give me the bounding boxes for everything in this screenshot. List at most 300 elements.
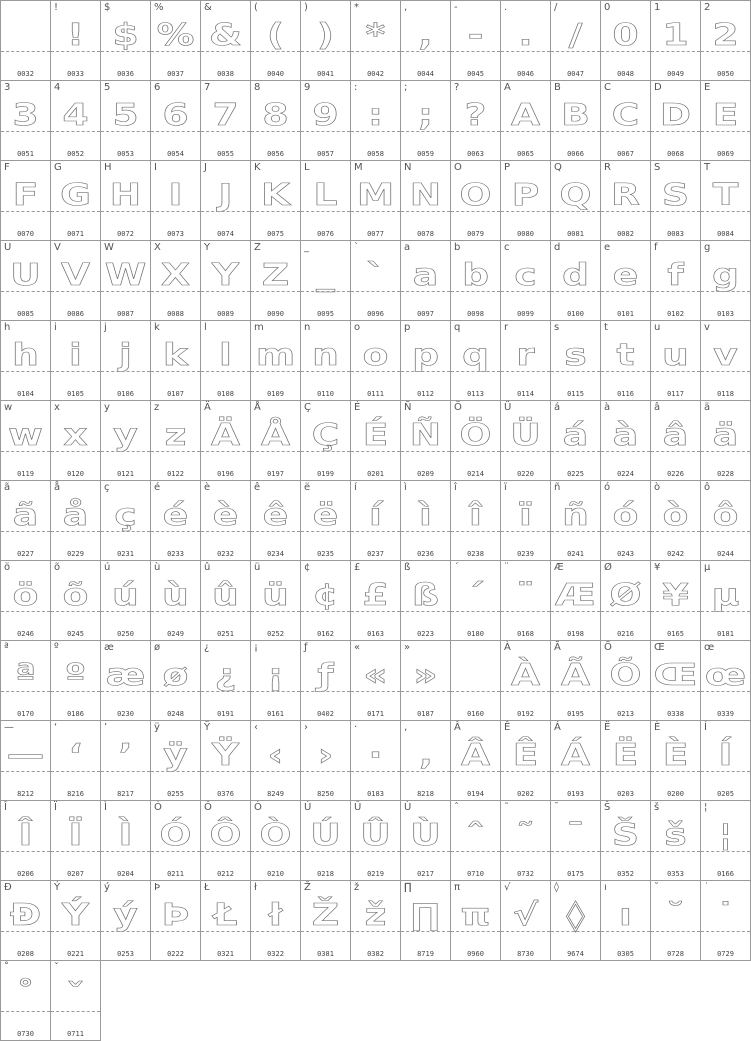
glyph-sample: ¢	[312, 578, 339, 613]
glyph-sample: œ	[704, 658, 747, 693]
glyph-character-label: Ë	[604, 722, 611, 733]
baseline-guide	[401, 691, 450, 692]
baseline-guide	[701, 291, 750, 292]
glyph-code-label: 0402	[317, 710, 334, 718]
glyph-sample: ü	[262, 578, 289, 613]
glyph-code-label: 0376	[217, 790, 234, 798]
glyph-cell	[400, 240, 451, 321]
baseline-guide	[201, 131, 250, 132]
glyph-cell	[400, 720, 451, 801]
glyph-character-label: ¨	[504, 562, 509, 573]
baseline-guide	[151, 931, 200, 932]
glyph-code-label: 0711	[67, 1030, 84, 1038]
baseline-guide	[251, 451, 300, 452]
glyph-character-label: è	[204, 482, 211, 493]
glyph-character-label: ý	[104, 882, 110, 893]
baseline-guide	[601, 851, 650, 852]
glyph-cell	[350, 640, 401, 721]
glyph-character-label: ·	[354, 722, 358, 733]
glyph-code-label: 0106	[117, 390, 134, 398]
glyph-character-label: y	[104, 402, 110, 413]
glyph-cell	[550, 160, 601, 241]
glyph-code-label: 0087	[117, 310, 134, 318]
glyph-character-label: ÿ	[154, 722, 160, 733]
glyph-sample: â	[662, 418, 689, 453]
baseline-guide	[401, 611, 450, 612]
glyph-character-label: ¦	[704, 802, 708, 813]
glyph-cell	[350, 880, 401, 961]
glyph-code-label: 0219	[367, 870, 384, 878]
glyph-cell	[500, 0, 551, 81]
baseline-guide	[51, 51, 100, 52]
glyph-sample	[0, 17, 51, 55]
glyph-sample: ô	[712, 498, 739, 533]
glyph-sample: Ç	[311, 418, 340, 453]
glyph-cell	[150, 400, 201, 481]
glyph-code-label: 0217	[417, 870, 434, 878]
glyph-sample: g	[712, 258, 739, 293]
glyph-cell	[0, 640, 51, 721]
glyph-cell	[700, 320, 751, 401]
glyph-sample: Û	[360, 818, 391, 853]
glyph-cell	[50, 800, 101, 881]
glyph-character-label: ¥	[654, 562, 661, 573]
glyph-code-label: 0118	[717, 390, 734, 398]
glyph-code-label: 0096	[367, 310, 384, 318]
glyph-sample: A	[510, 98, 541, 133]
glyph-sample: $	[112, 18, 139, 53]
baseline-guide	[451, 211, 500, 212]
glyph-character-label: M	[354, 162, 363, 173]
glyph-sample: b	[462, 258, 489, 293]
glyph-character-label: Ñ	[404, 402, 412, 413]
baseline-guide	[601, 771, 650, 772]
glyph-sample: Ì	[118, 818, 133, 853]
glyph-code-label: 0066	[567, 150, 584, 158]
glyph-code-label: 0212	[217, 870, 234, 878]
glyph-character-label: Œ	[654, 642, 665, 653]
glyph-sample: q	[462, 338, 489, 373]
glyph-character-label: º	[54, 642, 59, 653]
baseline-guide	[501, 771, 550, 772]
glyph-character-label: â	[654, 402, 661, 413]
glyph-code-label: 0241	[567, 550, 584, 558]
glyph-character-label: ◊	[554, 882, 559, 893]
glyph-cell	[200, 320, 251, 401]
glyph-cell	[400, 80, 451, 161]
glyph-sample: 5	[112, 98, 139, 133]
glyph-cell	[50, 720, 101, 801]
glyph-sample: ý	[113, 898, 138, 933]
glyph-sample: -	[467, 18, 484, 53]
glyph-cell	[150, 560, 201, 641]
glyph-code-label: 0255	[167, 790, 184, 798]
glyph-code-label: 0227	[17, 550, 34, 558]
baseline-guide	[701, 371, 750, 372]
baseline-guide	[451, 131, 500, 132]
glyph-cell	[250, 160, 301, 241]
baseline-guide	[351, 371, 400, 372]
glyph-code-label: 0207	[67, 870, 84, 878]
glyph-character-label: l	[204, 322, 207, 333]
baseline-guide	[601, 691, 650, 692]
baseline-guide	[551, 851, 600, 852]
baseline-guide	[251, 131, 300, 132]
glyph-sample: é	[162, 498, 189, 533]
glyph-code-label: 8212	[17, 790, 34, 798]
glyph-cell	[650, 560, 701, 641]
glyph-character-label: Î	[4, 802, 7, 813]
glyph-sample: h	[12, 338, 39, 373]
glyph-character-label: ˆ	[454, 802, 459, 813]
glyph-cell	[500, 320, 551, 401]
glyph-code-label: 0079	[467, 230, 484, 238]
glyph-code-label: 0180	[467, 630, 484, 638]
glyph-character-label: —	[4, 722, 14, 733]
glyph-sample: ñ	[562, 498, 589, 533]
glyph-sample: ÿ	[163, 738, 188, 773]
glyph-cell	[50, 880, 101, 961]
glyph-sample	[450, 657, 501, 695]
glyph-code-label: 0381	[317, 950, 334, 958]
glyph-character-label: v	[704, 322, 710, 333]
glyph-code-label: 0032	[17, 70, 34, 78]
glyph-sample: ž	[364, 898, 387, 933]
baseline-guide	[251, 691, 300, 692]
glyph-character-label: N	[404, 162, 412, 173]
glyph-sample: Ã	[560, 658, 591, 693]
glyph-character-label: g	[704, 242, 711, 253]
glyph-cell	[50, 480, 101, 561]
glyph-cell	[400, 0, 451, 81]
glyph-sample: Ł	[213, 898, 238, 933]
glyph-cell	[650, 720, 701, 801]
baseline-guide	[351, 531, 400, 532]
baseline-guide	[551, 931, 600, 932]
baseline-guide	[501, 931, 550, 932]
glyph-sample: Q	[559, 178, 592, 213]
baseline-guide	[51, 451, 100, 452]
glyph-code-label: 0244	[717, 550, 734, 558]
glyph-character-label: ã	[4, 482, 11, 493]
glyph-sample: æ	[105, 658, 146, 693]
glyph-character-label: Ä	[204, 402, 211, 413]
glyph-code-label: 0088	[167, 310, 184, 318]
glyph-sample: t	[616, 338, 635, 373]
glyph-cell	[400, 800, 451, 881]
glyph-code-label: 0070	[17, 230, 34, 238]
baseline-guide	[451, 691, 500, 692]
baseline-guide	[151, 451, 200, 452]
glyph-cell	[250, 880, 301, 961]
glyph-character-label: »	[404, 642, 411, 653]
baseline-guide	[551, 291, 600, 292]
glyph-code-label: 0321	[217, 950, 234, 958]
glyph-code-label: 0080	[517, 230, 534, 238]
glyph-character-label: 7	[204, 82, 211, 93]
glyph-sample: ì	[419, 498, 432, 533]
glyph-code-label: 0105	[67, 390, 84, 398]
baseline-guide	[351, 611, 400, 612]
glyph-cell	[600, 720, 651, 801]
baseline-guide	[201, 931, 250, 932]
glyph-character-label: J	[204, 162, 207, 173]
glyph-code-label: 0119	[17, 470, 34, 478]
glyph-sample: 2	[712, 18, 739, 53]
glyph-sample: ,	[418, 18, 433, 53]
glyph-cell	[650, 160, 701, 241]
glyph-code-label: 0200	[667, 790, 684, 798]
glyph-sample: ›	[317, 738, 334, 773]
glyph-sample: ´	[466, 578, 485, 613]
glyph-code-label: 0095	[317, 310, 334, 318]
glyph-code-label: 0192	[517, 710, 534, 718]
glyph-cell	[200, 560, 251, 641]
glyph-cell	[550, 240, 601, 321]
glyph-sample: Õ	[609, 658, 642, 693]
glyph-cell	[200, 880, 251, 961]
glyph-cell	[550, 800, 601, 881]
glyph-character-label: k	[154, 322, 160, 333]
glyph-cell	[350, 160, 401, 241]
glyph-code-label: 0209	[417, 470, 434, 478]
glyph-cell	[650, 800, 701, 881]
glyph-sample: Ó	[159, 818, 192, 853]
glyph-cell	[600, 240, 651, 321]
glyph-code-label: 0050	[717, 70, 734, 78]
glyph-sample: P	[511, 178, 540, 213]
glyph-sample: ó	[612, 498, 639, 533]
glyph-sample: Å	[260, 418, 291, 453]
baseline-guide	[1, 291, 50, 292]
baseline-guide	[551, 211, 600, 212]
glyph-sample: £	[362, 578, 389, 613]
baseline-guide	[451, 611, 500, 612]
baseline-guide	[301, 851, 350, 852]
glyph-character-label: ’	[104, 722, 108, 733]
glyph-code-label: 0208	[17, 950, 34, 958]
baseline-guide	[401, 291, 450, 292]
glyph-cell	[200, 0, 251, 81]
glyph-cell	[650, 880, 701, 961]
glyph-character-label: h	[4, 322, 11, 333]
glyph-code-label: 0051	[17, 150, 34, 158]
glyph-character-label: õ	[54, 562, 61, 573]
glyph-cell	[450, 240, 501, 321]
glyph-sample: ç	[114, 498, 137, 533]
glyph-cell	[700, 560, 751, 641]
glyph-character-label: ß	[404, 562, 411, 573]
glyph-cell	[500, 80, 551, 161]
glyph-sample: Ñ	[409, 418, 442, 453]
glyph-cell	[200, 400, 251, 481]
glyph-cell	[400, 480, 451, 561]
glyph-cell	[350, 80, 401, 161]
glyph-sample: x	[63, 418, 88, 453]
glyph-sample: Ù	[410, 818, 441, 853]
glyph-sample: 8	[262, 98, 289, 133]
glyph-character-label: )	[304, 2, 308, 13]
glyph-sample: U	[10, 258, 41, 293]
baseline-guide	[651, 451, 700, 452]
baseline-guide	[301, 771, 350, 772]
glyph-character-label: w	[4, 402, 13, 413]
baseline-guide	[301, 131, 350, 132]
glyph-cell	[0, 0, 51, 81]
glyph-character-label: Ø	[604, 562, 612, 573]
glyph-cell	[0, 480, 51, 561]
glyph-character-label: Æ	[554, 562, 564, 573]
baseline-guide	[1, 371, 50, 372]
glyph-code-label: 0100	[567, 310, 584, 318]
baseline-guide	[1, 211, 50, 212]
glyph-sample: û	[212, 578, 239, 613]
glyph-character-label: Š	[604, 802, 611, 813]
glyph-code-label: 0097	[417, 310, 434, 318]
baseline-guide	[701, 611, 750, 612]
glyph-cell	[350, 0, 401, 81]
glyph-sample: ‹	[267, 738, 284, 773]
baseline-guide	[151, 531, 200, 532]
glyph-cell	[50, 400, 101, 481]
glyph-character-label: ù	[154, 562, 161, 573]
glyph-code-label: 0218	[317, 870, 334, 878]
glyph-sample: ¨	[516, 578, 535, 613]
glyph-character-label: ?	[454, 82, 460, 93]
glyph-sample: Ž	[311, 898, 340, 933]
glyph-code-label: 0161	[267, 710, 284, 718]
baseline-guide	[551, 531, 600, 532]
glyph-character-label: !	[54, 2, 59, 13]
baseline-guide	[101, 851, 150, 852]
glyph-character-label: ł	[254, 882, 257, 893]
glyph-sample: »	[413, 658, 438, 693]
glyph-cell	[0, 320, 51, 401]
glyph-code-label: 0063	[467, 150, 484, 158]
glyph-character-label: U	[4, 242, 12, 253]
glyph-code-label: 0121	[117, 470, 134, 478]
glyph-code-label: 0232	[217, 550, 234, 558]
glyph-sample: Ô	[209, 818, 242, 853]
glyph-sample: S	[661, 178, 689, 213]
glyph-character-label: W	[104, 242, 114, 253]
glyph-cell	[600, 0, 651, 81]
glyph-code-label: 0076	[317, 230, 334, 238]
baseline-guide	[551, 611, 600, 612]
baseline-guide	[301, 931, 350, 932]
baseline-guide	[201, 451, 250, 452]
glyph-sample: J	[218, 178, 233, 213]
glyph-cell	[600, 480, 651, 561]
glyph-sample: 6	[162, 98, 189, 133]
glyph-sample: N	[409, 178, 442, 213]
glyph-code-label: 0242	[667, 550, 684, 558]
glyph-sample: È	[662, 738, 689, 773]
baseline-guide	[251, 771, 300, 772]
glyph-cell	[500, 800, 551, 881]
glyph-code-label: 0058	[367, 150, 384, 158]
glyph-code-label: 0038	[217, 70, 234, 78]
glyph-sample: ë	[312, 498, 339, 533]
glyph-character-label: ∏	[404, 882, 412, 893]
glyph-character-label: ¯	[554, 802, 559, 813]
glyph-code-label: 0729	[717, 950, 734, 958]
glyph-character-label: ë	[304, 482, 311, 493]
glyph-sample: z	[164, 418, 187, 453]
glyph-cell	[100, 400, 151, 481]
glyph-cell	[700, 80, 751, 161]
glyph-sample: L	[313, 178, 338, 213]
glyph-cell	[50, 320, 101, 401]
glyph-character-label: á	[554, 402, 561, 413]
glyph-cell	[200, 640, 251, 721]
baseline-guide	[351, 291, 400, 292]
glyph-code-label: 8250	[317, 790, 334, 798]
glyph-cell	[150, 800, 201, 881]
glyph-code-label: 0197	[267, 470, 284, 478]
glyph-code-label: 0052	[67, 150, 84, 158]
glyph-character-label: Ì	[104, 802, 107, 813]
baseline-guide	[401, 851, 450, 852]
glyph-code-label: 0112	[417, 390, 434, 398]
baseline-guide	[251, 611, 300, 612]
baseline-guide	[551, 691, 600, 692]
glyph-character-label: 5	[104, 82, 111, 93]
glyph-code-label: 0322	[267, 950, 284, 958]
glyph-sample: Ð	[9, 898, 42, 933]
glyph-cell	[550, 320, 601, 401]
glyph-character-label: ı	[604, 882, 607, 893]
glyph-cell	[700, 160, 751, 241]
glyph-character-label: e	[604, 242, 611, 253]
glyph-cell	[300, 0, 351, 81]
baseline-guide	[451, 51, 500, 52]
baseline-guide	[101, 371, 150, 372]
glyph-sample: Â	[460, 738, 491, 773]
baseline-guide	[151, 131, 200, 132]
glyph-code-label: 0040	[267, 70, 284, 78]
glyph-cell	[250, 240, 301, 321]
glyph-sample: I	[168, 178, 183, 213]
baseline-guide	[51, 291, 100, 292]
glyph-cell	[200, 720, 251, 801]
glyph-sample: î	[469, 498, 482, 533]
baseline-guide	[651, 611, 700, 612]
glyph-sample: l	[219, 338, 232, 373]
glyph-cell	[350, 800, 401, 881]
glyph-character-label: Ò	[254, 802, 262, 813]
glyph-sample: s	[564, 338, 587, 373]
glyph-sample: ˆ	[466, 818, 485, 853]
baseline-guide	[401, 131, 450, 132]
glyph-sample: k	[163, 338, 188, 373]
glyph-character-label: D	[654, 82, 662, 93]
glyph-code-label: 0214	[467, 470, 484, 478]
glyph-sample: ß	[412, 578, 439, 613]
baseline-guide	[701, 211, 750, 212]
glyph-character-label: Ç	[304, 402, 311, 413]
baseline-guide	[101, 291, 150, 292]
glyph-cell	[450, 720, 501, 801]
glyph-sample: ł	[268, 898, 283, 933]
baseline-guide	[701, 51, 750, 52]
glyph-sample: ’	[118, 738, 133, 773]
glyph-character-label: _	[304, 242, 309, 253]
glyph-code-label: 0107	[167, 390, 184, 398]
baseline-guide	[1, 771, 50, 772]
glyph-cell	[550, 80, 601, 161]
glyph-sample: )	[316, 18, 335, 53]
